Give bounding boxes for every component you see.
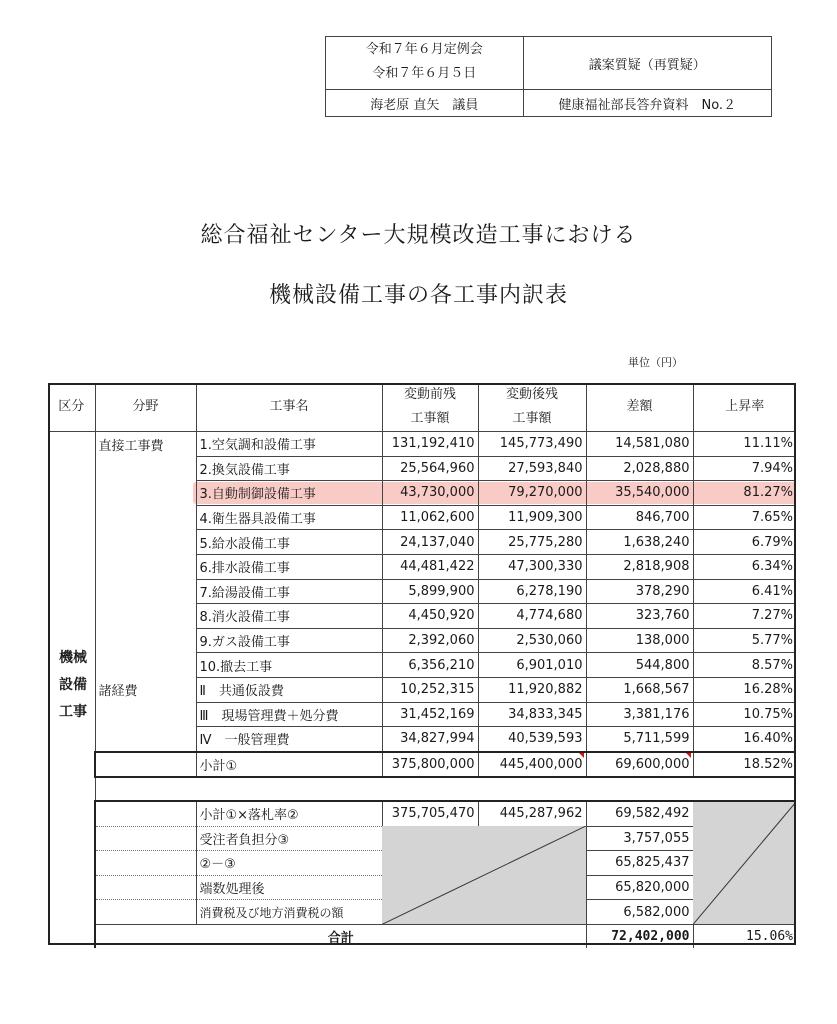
after-amount-cell: 27,593,840 bbox=[478, 456, 586, 481]
header-after bbox=[478, 383, 586, 432]
document-title-line-1: 総合福祉センター大規模改造工事における bbox=[200, 223, 637, 248]
after-amount-cell: 79,270,000 bbox=[478, 481, 586, 506]
diff-amount-cell: 1,638,240 bbox=[586, 530, 693, 555]
diff-amount-cell: 378,290 bbox=[586, 579, 693, 604]
diff-amount-cell: 65,820,000 bbox=[586, 875, 693, 900]
category-cell bbox=[48, 777, 95, 801]
category-cell bbox=[48, 727, 95, 752]
spacer-cell bbox=[95, 777, 796, 801]
subtotal-rate-cell: 18.52% bbox=[693, 752, 796, 778]
header-bunya: 分野 bbox=[95, 383, 196, 432]
table-row bbox=[48, 432, 796, 457]
after-amount-cell: 25,775,280 bbox=[478, 530, 586, 555]
before-amount-cell: 43,730,000 bbox=[382, 481, 478, 506]
rate-cell: 6.34% bbox=[693, 554, 796, 579]
session-line-2: 令和７年６月５日 bbox=[326, 63, 524, 90]
diff-amount-cell: 2,028,880 bbox=[586, 456, 693, 481]
diff-amount-cell: 14,581,080 bbox=[586, 432, 693, 457]
field-cell bbox=[95, 530, 196, 555]
field-cell bbox=[95, 481, 196, 506]
field-cell bbox=[95, 851, 196, 876]
work-name-cell: 5.給水設備工事 bbox=[196, 530, 382, 555]
rate-cell: 6.41% bbox=[693, 579, 796, 604]
work-name-cell: Ⅳ 一般管理費 bbox=[196, 727, 382, 752]
after-amount-cell: 34,833,345 bbox=[478, 702, 586, 727]
total-diff-cell: 72,402,000 bbox=[586, 924, 693, 948]
field-cell bbox=[95, 653, 196, 678]
table-row bbox=[48, 481, 796, 506]
header-row bbox=[48, 383, 796, 432]
work-name-cell: 7.給湯設備工事 bbox=[196, 579, 382, 604]
diff-amount-cell: 138,000 bbox=[586, 628, 693, 653]
rate-cell: 81.27% bbox=[693, 481, 796, 506]
work-name-cell: 6.排水設備工事 bbox=[196, 554, 382, 579]
before-amount-cell: 31,452,169 bbox=[382, 702, 478, 727]
diff-amount-cell: 69,582,492 bbox=[586, 801, 693, 826]
after-amount-cell: 6,901,010 bbox=[478, 653, 586, 678]
subtotal-before-cell: 375,800,000 bbox=[382, 752, 478, 778]
header-before-line-1: 変動前残 bbox=[403, 387, 456, 402]
category-label bbox=[52, 645, 94, 726]
rate-cell: 16.40% bbox=[693, 727, 796, 752]
before-amount-cell: 10,252,315 bbox=[382, 677, 478, 702]
rate-cell: 6.79% bbox=[693, 530, 796, 555]
subtotal-row bbox=[48, 752, 796, 778]
diff-amount-cell: 3,381,176 bbox=[586, 702, 693, 727]
na-diagonal-amounts bbox=[382, 826, 586, 924]
work-name-cell: 1.空気調和設備工事 bbox=[196, 432, 382, 457]
table-row bbox=[48, 653, 796, 678]
before-amount-cell: 5,899,900 bbox=[382, 579, 478, 604]
diff-amount-cell: 3,757,055 bbox=[586, 826, 693, 851]
after-amount-cell: 6,278,190 bbox=[478, 579, 586, 604]
before-amount-cell: 375,705,470 bbox=[382, 801, 478, 826]
comment-marker bbox=[686, 753, 691, 758]
header-before-line-2: 工事額 bbox=[410, 411, 450, 426]
calc-name-cell: 受注者負担分③ bbox=[196, 826, 382, 851]
header-kouji: 工事名 bbox=[196, 383, 382, 432]
total-row bbox=[48, 924, 796, 948]
diff-amount-cell: 5,711,599 bbox=[586, 727, 693, 752]
rate-cell: 10.75% bbox=[693, 702, 796, 727]
category-cell bbox=[48, 432, 95, 457]
field-cell bbox=[95, 554, 196, 579]
field-cell bbox=[95, 628, 196, 653]
calc-name-cell: 消費税及び地方消費税の額 bbox=[196, 900, 382, 925]
rate-cell: 7.27% bbox=[693, 604, 796, 629]
table-row bbox=[48, 554, 796, 579]
subtotal-name-cell: 小計① bbox=[196, 752, 382, 778]
category-cell bbox=[48, 752, 95, 778]
diff-amount-cell: 35,540,000 bbox=[586, 481, 693, 506]
document-title-line-2: 機械設備工事の各工事内訳表 bbox=[268, 283, 568, 308]
after-amount-cell: 4,774,680 bbox=[478, 604, 586, 629]
work-name-cell: 4.衛生器具設備工事 bbox=[196, 505, 382, 530]
category-cell bbox=[48, 826, 95, 851]
category-cell bbox=[48, 851, 95, 876]
category-cell bbox=[48, 481, 95, 506]
before-amount-cell: 34,827,994 bbox=[382, 727, 478, 752]
document-meta-box bbox=[325, 36, 772, 117]
after-amount-cell: 40,539,593 bbox=[478, 727, 586, 752]
category-cell bbox=[48, 924, 95, 948]
field-cell bbox=[95, 875, 196, 900]
header-after-line-2: 工事額 bbox=[512, 411, 552, 426]
category-cell bbox=[48, 875, 95, 900]
after-amount-cell: 445,287,962 bbox=[478, 801, 586, 826]
table-row bbox=[48, 702, 796, 727]
comment-marker bbox=[579, 753, 584, 758]
work-name-cell: Ⅲ 現場管理費＋処分費 bbox=[196, 702, 382, 727]
rate-cell: 16.28% bbox=[693, 677, 796, 702]
diff-amount-cell: 544,800 bbox=[586, 653, 693, 678]
diff-amount-cell: 1,668,567 bbox=[586, 677, 693, 702]
header-kubun: 区分 bbox=[48, 383, 95, 432]
category-cell bbox=[48, 530, 95, 555]
field-cell bbox=[95, 702, 196, 727]
table-row bbox=[48, 604, 796, 629]
header-before bbox=[382, 383, 478, 432]
table-row bbox=[48, 579, 796, 604]
field-cell bbox=[95, 579, 196, 604]
diff-amount-cell: 846,700 bbox=[586, 505, 693, 530]
work-name-cell: 2.換気設備工事 bbox=[196, 456, 382, 481]
session-line-1: 令和７年６月定例会 bbox=[326, 37, 524, 64]
council-member: 海老原 直矢 議員 bbox=[326, 90, 524, 117]
field-cell: 諸経費 bbox=[95, 677, 196, 702]
field-cell: 直接工事費 bbox=[95, 432, 196, 457]
subtotal-after-cell: 445,400,000 bbox=[478, 752, 586, 778]
category-cell bbox=[48, 900, 95, 925]
after-amount-cell: 145,773,490 bbox=[478, 432, 586, 457]
table-row bbox=[48, 727, 796, 752]
table-row bbox=[48, 677, 796, 702]
calc-row bbox=[48, 801, 796, 826]
rate-cell: 7.94% bbox=[693, 456, 796, 481]
before-amount-cell: 6,356,210 bbox=[382, 653, 478, 678]
work-name-cell: 3.自動制御設備工事 bbox=[196, 481, 382, 506]
category-cell bbox=[48, 456, 95, 481]
subtotal-diff-cell: 69,600,000 bbox=[586, 752, 693, 778]
work-name-cell: 9.ガス設備工事 bbox=[196, 628, 382, 653]
document-type: 議案質疑（再質疑） bbox=[523, 37, 771, 90]
unit-label: 単位（円） bbox=[628, 356, 683, 369]
rate-cell: 7.65% bbox=[693, 505, 796, 530]
diff-amount-cell: 6,582,000 bbox=[586, 900, 693, 925]
before-amount-cell: 44,481,422 bbox=[382, 554, 478, 579]
field-cell bbox=[95, 505, 196, 530]
before-amount-cell: 131,192,410 bbox=[382, 432, 478, 457]
field-cell bbox=[95, 752, 196, 778]
category-line: 工事 bbox=[59, 703, 87, 720]
spacer-row bbox=[48, 777, 796, 801]
total-label-cell: 合計 bbox=[95, 924, 586, 948]
rate-cell: 5.77% bbox=[693, 628, 796, 653]
before-amount-cell: 24,137,040 bbox=[382, 530, 478, 555]
diff-amount-cell: 2,818,908 bbox=[586, 554, 693, 579]
category-cell bbox=[48, 579, 95, 604]
category-cell bbox=[48, 604, 95, 629]
work-name-cell: Ⅱ 共通仮設費 bbox=[196, 677, 382, 702]
after-amount-cell: 47,300,330 bbox=[478, 554, 586, 579]
answer-reference: 健康福祉部長答弁資料 No.２ bbox=[523, 90, 771, 117]
calc-name-cell: 小計①×落札率② bbox=[196, 801, 382, 826]
table-row bbox=[48, 456, 796, 481]
diff-amount-cell: 65,825,437 bbox=[586, 851, 693, 876]
field-cell bbox=[95, 604, 196, 629]
header-after-line-1: 変動後残 bbox=[505, 387, 558, 402]
after-amount-cell: 2,530,060 bbox=[478, 628, 586, 653]
category-line: 機械 bbox=[59, 649, 87, 666]
category-line: 設備 bbox=[59, 676, 87, 693]
category-cell bbox=[48, 801, 95, 826]
rate-cell: 11.11% bbox=[693, 432, 796, 457]
before-amount-cell: 2,392,060 bbox=[382, 628, 478, 653]
rate-cell: 8.57% bbox=[693, 653, 796, 678]
header-rate: 上昇率 bbox=[693, 383, 796, 432]
work-name-cell: 10.撤去工事 bbox=[196, 653, 382, 678]
field-cell bbox=[95, 801, 196, 826]
diff-amount-cell: 323,760 bbox=[586, 604, 693, 629]
category-cell bbox=[48, 554, 95, 579]
after-amount-cell: 11,909,300 bbox=[478, 505, 586, 530]
before-amount-cell: 25,564,960 bbox=[382, 456, 478, 481]
calc-name-cell: 端数処理後 bbox=[196, 875, 382, 900]
field-cell bbox=[95, 727, 196, 752]
before-amount-cell: 11,062,600 bbox=[382, 505, 478, 530]
before-amount-cell: 4,450,920 bbox=[382, 604, 478, 629]
table-row bbox=[48, 505, 796, 530]
field-cell bbox=[95, 900, 196, 925]
na-diagonal-rate bbox=[693, 802, 796, 924]
field-cell bbox=[95, 456, 196, 481]
after-amount-cell: 11,920,882 bbox=[478, 677, 586, 702]
calc-name-cell: ②－③ bbox=[196, 851, 382, 876]
total-rate-cell: 15.06% bbox=[693, 924, 796, 948]
category-cell bbox=[48, 505, 95, 530]
table-row bbox=[48, 530, 796, 555]
field-cell bbox=[95, 826, 196, 851]
header-diff: 差額 bbox=[586, 383, 693, 432]
table-row bbox=[48, 628, 796, 653]
work-name-cell: 8.消火設備工事 bbox=[196, 604, 382, 629]
